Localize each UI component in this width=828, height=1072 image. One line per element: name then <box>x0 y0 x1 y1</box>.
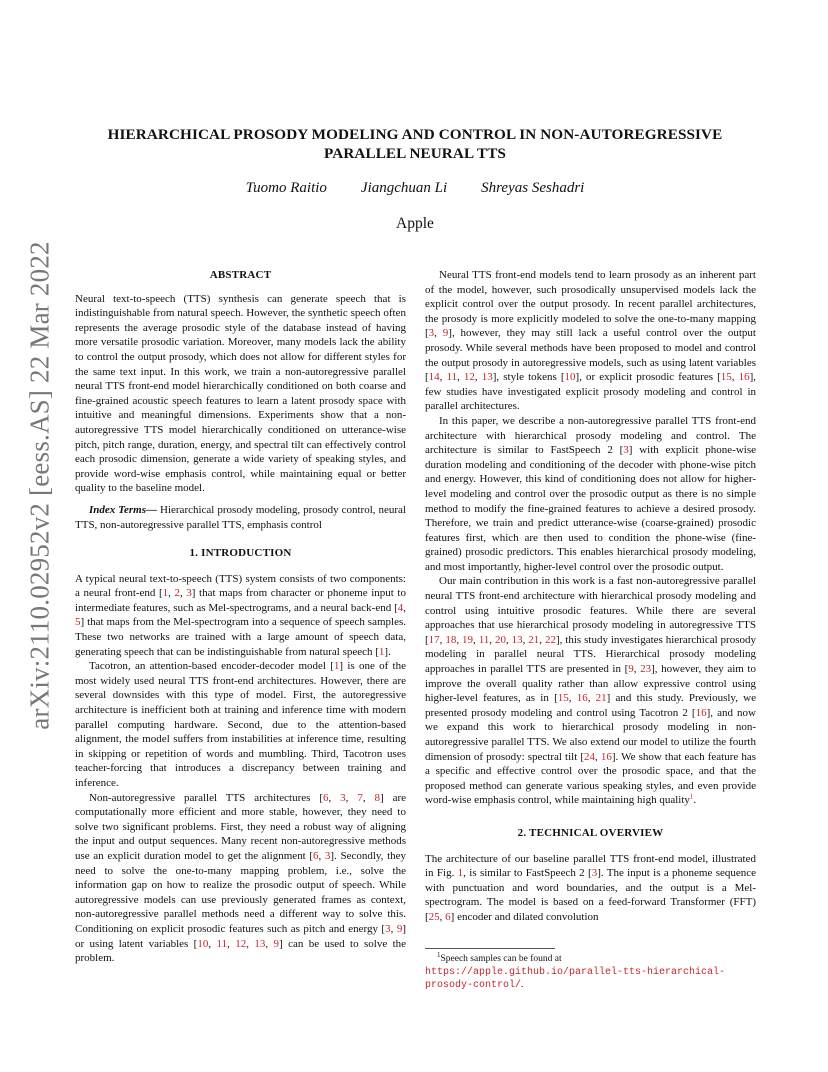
citation-link[interactable]: 12 <box>235 937 247 950</box>
citation-link[interactable]: 8 <box>374 791 381 804</box>
citation-link[interactable]: 4 <box>397 601 404 614</box>
citation-link[interactable]: 13 <box>254 937 266 950</box>
body-paragraph-1: Neural TTS front-end models tend to learn prosody as an inherent part of the model, however, such prosodically unsupervised models lack the explicit control over the output prosody. In recent parallel architectures, the prosody is more explicitly modeled to solve the one-to-many mapping [3, 9], however, they may still lack a useful control over the output prosody. While several methods have been proposed to model and control the output prosody in autoregressive models, such as using latent variables [14, 11, 12, 13], style tokens [10], or explicit prosodic features [15, 16], few studies have investigated explicit prosody modeling and control in parallel architectures. <box>425 269 757 413</box>
citation-link[interactable]: 9 <box>628 663 634 676</box>
citation-link[interactable]: 6 <box>313 849 319 862</box>
footnote-number: 1 <box>437 950 441 959</box>
citation-link[interactable]: 7 <box>357 791 363 804</box>
author-name: Shreyas Seshadri <box>481 180 585 196</box>
citation-link[interactable]: 17 <box>428 633 440 646</box>
citation-link[interactable]: 9 <box>442 327 449 340</box>
citation-link[interactable]: 19 <box>462 633 474 646</box>
left-column <box>75 268 406 966</box>
section-heading-introduction: 1. INTRODUCTION <box>189 547 292 560</box>
arxiv-sidebar <box>20 240 60 730</box>
citation-link[interactable]: 3 <box>428 327 435 340</box>
citation-link[interactable]: 10 <box>564 371 576 384</box>
citation-link[interactable]: 1 <box>378 645 385 658</box>
citation-link[interactable]: 3 <box>385 922 391 935</box>
intro-paragraph-2: Tacotron, an attention-based encoder-decoder model [1] is one of the most widely used neural TTS front-end architectures. However, there are several downsides with this type of model. First, the autoregressive architecture is inefficient both at training and inference time with modern parallel computing hardware. Second, due to the attention-based alignment, the model suffers from instabilities at inference time, resulting in skipping or repetition of words and mumbling. Third, Tacotron uses teacher-forcing that introduces a discrepancy between training and inference. <box>75 660 406 789</box>
citation-link[interactable]: 12 <box>463 371 475 384</box>
citation-link[interactable]: 18 <box>445 633 457 646</box>
citation-link[interactable]: 22 <box>544 633 556 646</box>
citation-link[interactable]: 21 <box>595 692 607 705</box>
figure-link[interactable]: 1 <box>457 867 464 880</box>
citation-link[interactable]: 2 <box>174 587 180 600</box>
author-name: Jiangchuan Li <box>360 180 448 196</box>
citation-link[interactable]: 23 <box>640 663 652 676</box>
body-paragraph-2: In this paper, we describe a non-autoregressive parallel TTS front-end architecture with hierarchical prosody modeling and control. The architecture is similar to FastSpeech 2 [3] with explicit phone-wise duration modeling and conditioning of the decoder with phone-wise pitch and energy. However, this kind of conditioning does not allow for higher-level modeling and control over the prosodic output as there is no simple method to modify the fine-grained features to achieve a desired prosody. Therefore, we train and predict utterance-wise (coarse-grained) prosodic features first, which are then used to condition the phone-wise (fine-grained) prosodic predictors. This enables hierarchical prosody modeling, and most importantly, higher-level control over the prosodic output. <box>425 414 757 573</box>
arxiv-identifier: arXiv:2110.02952v2 [eess.AS] 22 Mar 2022 <box>24 240 55 730</box>
footnote-rule <box>425 948 555 949</box>
citation-link[interactable]: 16 <box>695 706 707 719</box>
body-paragraph-3: Our main contribution in this work is a fast non-autoregressive parallel neural TTS front-end architecture with hierarchical prosody modeling and control using intuitive prosodic features. While there are several approaches that use hierarchical prosody modeling in autoregressive TTS [17, 18, 19, 11, 20, 13, 21, 22], this study investigates hierarchical prosody modeling in parallel neural TTS. Hierarchical prosody modeling approaches in parallel TTS are presented in [9, 23], however, they aim to improve the overall quality rather than allow expressive control using higher-level features, as in [15, 16, 21] and this study. Previously, we presented prosody modeling and control using Tacotron 2 [16], and now we expand this work to hierarchical prosody modeling in non-autoregressive parallel TTS. We also extend our model to utilize the fourth dimension of prosody: spectral tilt [24, 16]. We show that each feature has a specific and effective control over the prosodic space, and that the proposed method can generate various speaking styles, and even provide word-wise emphasis control, while maintaining high quality$^1$. <box>425 575 756 807</box>
citation-link[interactable]: 6 <box>323 791 329 804</box>
citation-link[interactable]: 11 <box>446 371 458 384</box>
section-heading-technical-overview: 2. TECHNICAL OVERVIEW <box>517 826 664 839</box>
citation-link[interactable]: 3 <box>591 867 598 880</box>
citation-link[interactable]: 6 <box>445 910 451 923</box>
body-paragraph-4: The architecture of our baseline parallel TTS front-end model, illustrated in Fig. 1, is similar to FastSpeech 2 [3]. The input is a phoneme sequence with punctuation and word boundaries, and the output is a Mel-spectrogram. The model is based on a feed-forward Transformer (FFT) [25, 6] encoder and dilated convolution <box>425 852 757 923</box>
paper-title <box>70 125 760 163</box>
citation-link[interactable]: 3 <box>340 791 346 804</box>
citation-link[interactable]: 11 <box>478 633 490 646</box>
citation-link[interactable]: 9 <box>396 922 403 935</box>
index-terms-label: Index Terms— <box>89 503 157 516</box>
right-column <box>425 268 756 925</box>
citation-link[interactable]: 20 <box>494 633 506 646</box>
footnote-text: $^1$Speech samples can be found at https://apple.github.io/parallel-tts-hierarchical-prosody-control/. <box>425 950 726 991</box>
citation-link[interactable]: 13 <box>481 371 493 384</box>
citation-link[interactable]: 3 <box>324 849 331 862</box>
citation-link[interactable]: 9 <box>273 937 280 950</box>
citation-link[interactable]: 25 <box>428 910 440 923</box>
citation-link[interactable]: 13 <box>511 633 523 646</box>
footnote-marker-link[interactable]: 1 <box>689 792 694 801</box>
citation-link[interactable]: 16 <box>738 371 750 384</box>
citation-link[interactable]: 11 <box>216 937 228 950</box>
title-line-1: HIERARCHICAL PROSODY MODELING AND CONTROL IN NON-AUTOREGRESSIVE <box>107 126 723 143</box>
citation-link[interactable]: 1 <box>162 587 169 600</box>
citation-link[interactable]: 16 <box>576 692 588 705</box>
author-list <box>70 180 760 197</box>
index-terms <box>75 503 406 532</box>
intro-paragraph-3: Non-autoregressive parallel TTS architectures [6, 3, 7, 8] are computationally more efficient and more stable, however, they need to solve two significant problems. First, they need a robust way of aligning the input and output sequences. Many recent non-autoregressive methods use an explicit duration model to get the alignment [6, 3]. Secondly, they need to solve the one-to-many mapping problem, i.e., solve the information gap on how to realize the prosodic output of speech. While autoregressive models can use previously generated frames as context, non-autoregressive parallel methods need a different way to solve this. Conditioning on explicit prosodic features such as pitch and energy [3, 9] or using latent variables [10, 11, 12, 13, 9] can be used to solve the problem. <box>75 791 407 965</box>
citation-link[interactable]: 15 <box>720 371 732 384</box>
speech-samples-url-link[interactable]: https://apple.github.io/parallel-tts-hierarchical-prosody-control/ <box>425 966 726 991</box>
citation-link[interactable]: 5 <box>75 616 81 629</box>
affiliation: Apple <box>396 215 434 232</box>
citation-link[interactable]: 16 <box>600 750 612 763</box>
footnote <box>425 948 756 993</box>
citation-link[interactable]: 14 <box>428 371 440 384</box>
intro-paragraph-1: A typical neural text-to-speech (TTS) system consists of two components: a neural front-end [1, 2, 3] that maps from character or phoneme input to intermediate features, such as Mel-spectrograms, and a neural back-end [4, 5] that maps from the Mel-spectrogram into a sequence of speech samples. These two networks are trained with a large amount of speech data, generating speech that can be indistinguishable from natural speech [1]. <box>75 572 406 658</box>
citation-link[interactable]: 15 <box>557 692 569 705</box>
citation-link[interactable]: 3 <box>186 587 192 600</box>
citation-link[interactable]: 3 <box>623 444 629 457</box>
citation-link[interactable]: 24 <box>584 750 595 763</box>
author-name: Tuomo Raitio <box>245 180 327 196</box>
citation-link[interactable]: 10 <box>197 937 209 950</box>
index-terms-text: Hierarchical prosody modeling, prosody control, neural TTS, non-autoregressive parallel TTS, emphasis control <box>75 503 406 531</box>
title-line-2: PARALLEL NEURAL TTS <box>324 145 506 162</box>
abstract-text: Neural text-to-speech (TTS) synthesis can generate speech that is indistinguishable from natural speech. However, the synthetic speech often represents the average prosodic style of the database instead of having more versatile prosodic variation. Moreover, many models lack the ability to control the output prosody, which does not allow for different styles for the same text input. In this work, we train a non-autoregressive parallel neural TTS front-end model hierarchically conditioned on both coarse and fine-grained acoustic speech features to learn a latent prosody space with intuitive and meaningful dimensions. Experiments show that a non-autoregressive TTS model hierarchically conditioned on utterance-wise pitch, pitch range, duration, energy, and spectral tilt can effectively control each prosodic dimension, generate a wide variety of speaking styles, and provide word-wise emphasis control, while maintaining equal or better quality to the baseline model. <box>75 292 406 495</box>
citation-link[interactable]: 1 <box>333 660 340 673</box>
abstract-heading: ABSTRACT <box>209 269 272 281</box>
citation-link[interactable]: 21 <box>528 633 540 646</box>
